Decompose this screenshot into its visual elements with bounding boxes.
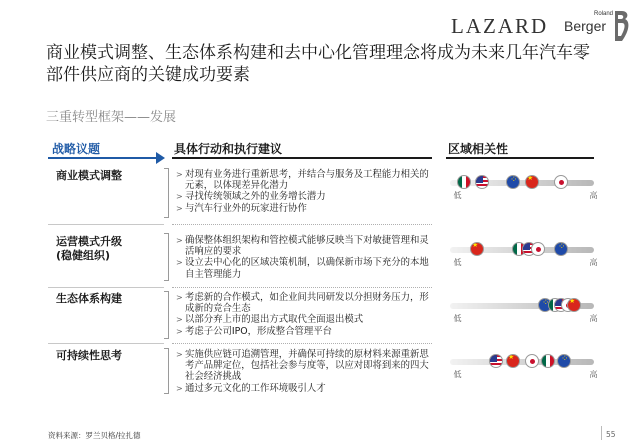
flag-jp-icon [554,175,568,189]
flag-eu-icon [506,175,520,189]
actions-header-rule [172,157,432,159]
flag-us-icon [475,175,489,189]
topic-label [56,169,122,183]
page-number-divider [601,426,602,440]
arrow-right-icon [156,152,165,164]
flag-cn-icon [525,175,539,189]
roland-text: Roland [594,11,614,17]
column-header-actions: 具体行动和执行建议 [174,142,283,156]
flag-cn-icon [506,354,520,368]
roland-berger-logo [560,10,632,44]
action-item: > 与汽车行业外的玩家进行协作 [176,203,434,214]
scale-low-label: 低 [453,370,462,378]
topic-label-line: 生态体系构建 [56,292,122,305]
flag-jp-icon [525,354,539,368]
row-divider-dotted [172,224,432,225]
row-divider-dotted [172,287,432,288]
scale-low-label: 低 [453,314,462,322]
action-item: > 考虑子公司IPO，形成整合管理平台 [176,326,434,337]
row-bracket [161,348,169,394]
page-subtitle: 三重转型框架——发展 [46,110,177,125]
action-list [176,235,434,280]
topic-label [56,292,122,306]
action-item: > 对现有业务进行重新思考，并结合与服务及工程能力相关的元素，以体现差异化潜力 [176,169,434,191]
scale-low-label: 低 [453,191,462,199]
action-list [176,349,434,394]
topic-label-line: 运营模式升级 [56,235,122,248]
flag-mx-icon [541,354,555,368]
topic-label-line: 可持续性思考 [56,349,122,362]
action-item: > 实施供应链可追溯管理，并确保可持续的原材料来源重新思考产品牌定位，包括社会参与度等，以应对即将到来的四大社会经济挑战 [176,349,434,383]
scale-low-label: 低 [453,258,462,266]
action-item: > 设立去中心化的区域决策机制，以确保新市场下充分的本地自主管理能力 [176,257,434,279]
roland-berger-b-icon [613,10,631,42]
relevance-scale [450,352,594,372]
row-divider [48,224,164,225]
scale-high-label: 高 [589,370,598,378]
relevance-scale [450,296,594,316]
topic-label-line: 商业模式调整 [56,169,122,182]
topic-label-line: (稳健组织) [56,249,111,262]
action-item: > 考虑新的合作模式，如企业间共同研发以分担财务压力，形成新的竞合生态 [176,292,434,314]
berger-text: Berger [564,18,607,34]
flag-mx-icon [457,175,471,189]
relevance-scale-bar [450,180,594,186]
scale-high-label: 高 [589,314,598,322]
action-item: > 寻找传统领域之外的业务增长潜力 [176,191,434,202]
page-number: 55 [606,430,616,439]
page-title: 商业模式调整、生态体系构建和去中心化管理理念将成为未来几年汽车零部件供应商的关键成功要素 [46,43,590,85]
row-bracket [161,168,169,218]
column-header-relevance: 区域相关性 [448,142,509,156]
row-divider [48,343,164,344]
action-list [176,292,434,337]
relevance-scale [450,240,594,260]
row-divider-dotted [172,343,432,344]
topic-label [56,235,122,263]
flag-cn-icon [567,298,581,312]
scale-high-label: 高 [589,191,598,199]
action-item: > 确保整体组织架构和管控模式能够反映当下对敏捷管理和灵活响应的要求 [176,235,434,257]
column-header-topic: 战略议题 [52,142,101,156]
row-divider [48,287,164,288]
scale-high-label: 高 [589,258,598,266]
topic-header-rule [48,157,156,159]
relevance-scale [450,173,594,193]
row-bracket [161,233,169,281]
footer-source: 资料来源：罗兰贝格/拉扎德 [48,431,141,440]
action-item: > 通过多元文化的工作环境吸引人才 [176,383,434,394]
flag-eu-icon [557,354,571,368]
flag-jp-icon [531,242,545,256]
action-item: > 以部分弃上市的退出方式取代全面退出模式 [176,314,434,325]
row-bracket [161,291,169,339]
relevance-header-rule [446,157,594,159]
flag-us-icon [489,354,503,368]
topic-label [56,349,122,363]
relevance-scale-bar [450,359,594,365]
flag-cn-icon [470,242,484,256]
flag-eu-icon [554,242,568,256]
lazard-logo: LAZARD [451,14,549,38]
action-list [176,169,434,214]
